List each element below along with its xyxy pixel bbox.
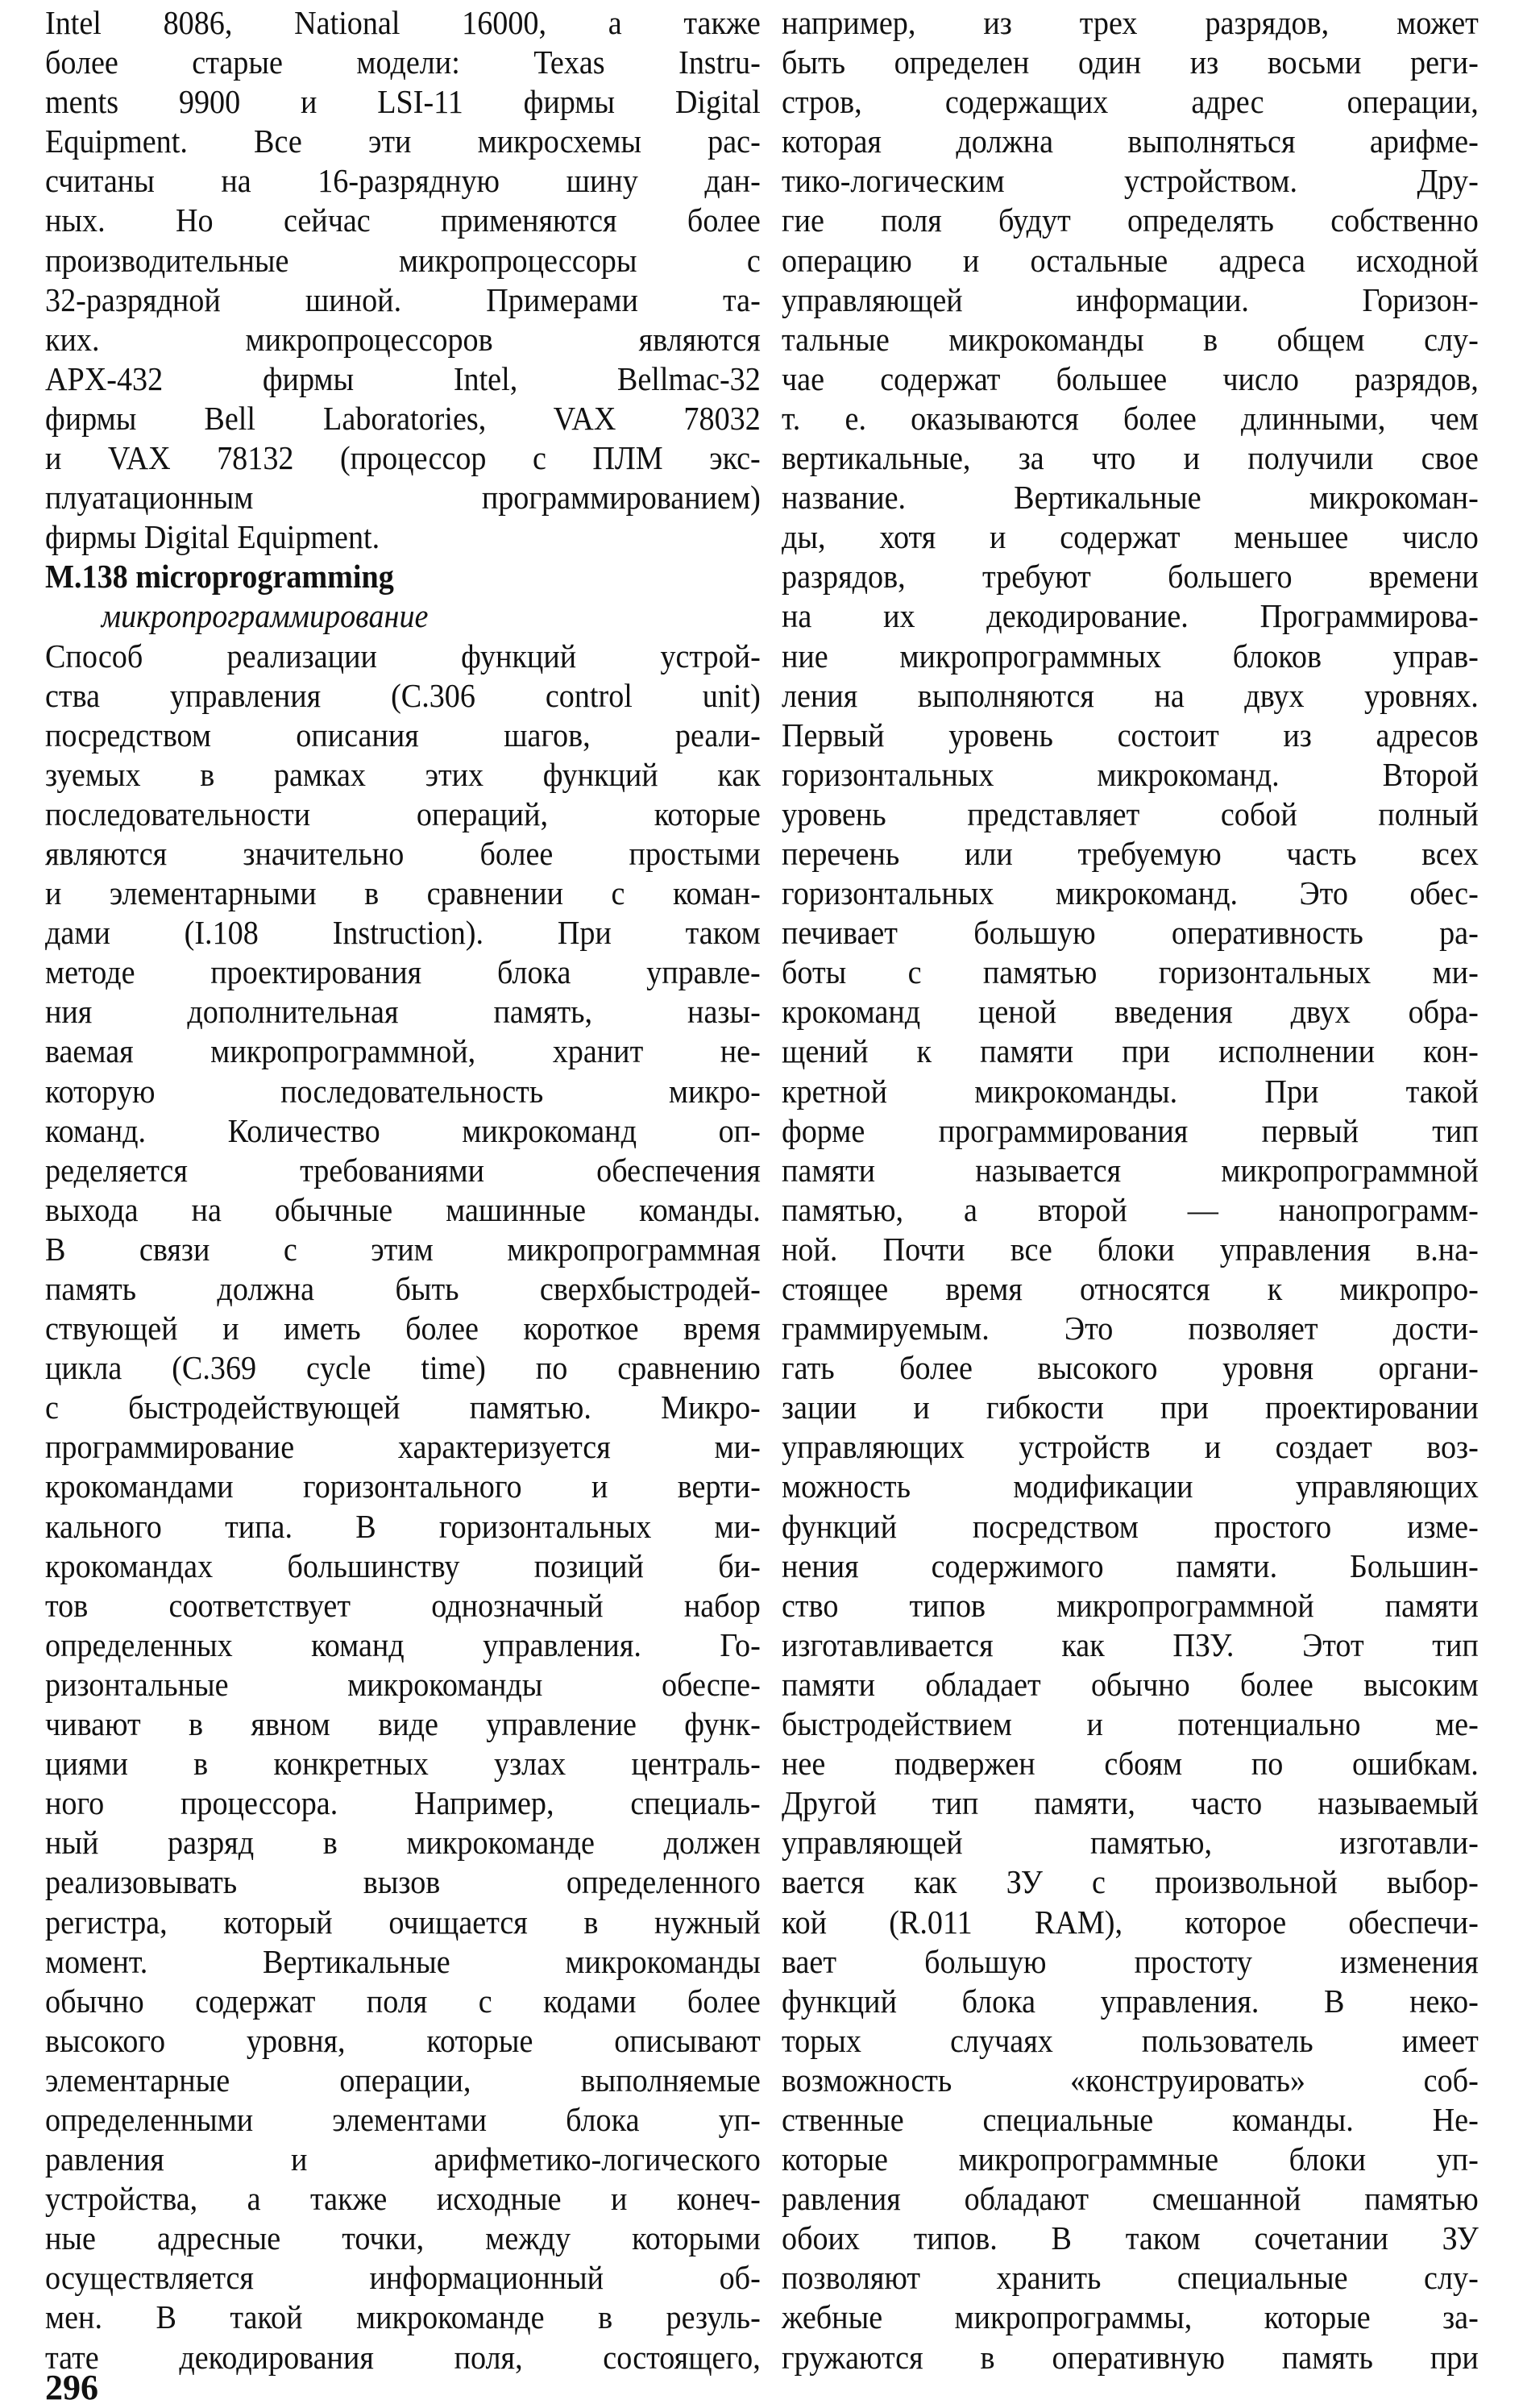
text-line: ределяется требованиями обеспечения xyxy=(45,1151,761,1189)
text-line: Equipment. Все эти микросхемы рас- xyxy=(45,122,761,160)
text-line: реализовывать вызов определенного xyxy=(45,1863,761,1901)
text-line: тико-логическим устройством. Дру- xyxy=(782,162,1479,200)
text-line: кой (R.011 RAM), которое обеспечи- xyxy=(782,1903,1479,1941)
text-line: зации и гибкости при проектировании xyxy=(782,1389,1479,1426)
text-line: гать более высокого уровня органи- xyxy=(782,1349,1479,1387)
text-line: которая должна выполняться арифме- xyxy=(782,122,1479,160)
text-line: момент. Вертикальные микрокоманды xyxy=(45,1942,761,1980)
text-line: обоих типов. В таком сочетании ЗУ xyxy=(782,2219,1479,2257)
text-line: крокоманд ценой введения двух обра- xyxy=(782,993,1479,1031)
text-line: форме программирования первый тип xyxy=(782,1111,1479,1149)
text-line: фирмы Digital Equipment. xyxy=(45,518,380,556)
text-line: гие поля будут определять собственно xyxy=(782,201,1479,239)
text-line: ственные специальные команды. Не- xyxy=(782,2100,1479,2138)
text-line: Способ реализации функций устрой- xyxy=(45,637,761,675)
text-line: равления обладают смешанной памятью xyxy=(782,2180,1479,2218)
text-line: программирование характеризуется ми- xyxy=(45,1428,761,1466)
text-line: методе проектирования блока управле- xyxy=(45,953,761,991)
text-line: определенных команд управления. Го- xyxy=(45,1625,761,1663)
text-line: крокомандах большинству позиций би- xyxy=(45,1547,761,1584)
text-line: В связи с этим микропрограммная xyxy=(45,1230,761,1268)
left-column xyxy=(45,3,761,2377)
text-line: высокого уровня, которые описывают xyxy=(45,2021,761,2059)
text-line: Первый уровень состоит из адресов xyxy=(782,716,1479,754)
text-line: тате декодирования поля, состоящего, xyxy=(45,2338,761,2376)
text-line: разрядов, требуют большего времени xyxy=(782,558,1479,596)
text-line: стров, содержащих адрес операции, xyxy=(782,83,1479,121)
text-line: ния дополнительная память, назы- xyxy=(45,993,761,1031)
text-line: определенными элементами блока уп- xyxy=(45,2100,761,2138)
text-line: память должна быть сверхбыстродей- xyxy=(45,1270,761,1307)
text-line: горизонтальных микрокоманд. Это обес- xyxy=(782,874,1479,912)
text-line: ствующей и иметь более короткое время xyxy=(45,1310,761,1347)
text-line: тов соответствует однозначный набор xyxy=(45,1586,761,1624)
text-line: команд. Количество микрокоманд оп- xyxy=(45,1111,761,1149)
text-line: дами (I.108 Instruction). При таком xyxy=(45,914,761,952)
text-line: Intel 8086, National 16000, а также xyxy=(45,4,761,41)
text-line: APX-432 фирмы Intel, Bellmac-32 xyxy=(45,359,761,397)
text-line: равления и арифметико-логического xyxy=(45,2140,761,2178)
text-line: ments 9900 и LSI-11 фирмы Digital xyxy=(45,83,761,121)
text-line: ды, хотя и содержат меньшее число xyxy=(782,518,1479,556)
text-line: выхода на обычные машинные команды. xyxy=(45,1190,761,1228)
text-line: циями в конкретных узлах централь- xyxy=(45,1745,761,1783)
text-line: жебные микропрограммы, которые за- xyxy=(782,2298,1479,2336)
text-line: ства управления (C.306 control unit) xyxy=(45,676,761,714)
text-line: являются значительно более простыми xyxy=(45,834,761,872)
text-line: управляющих устройств и создает воз- xyxy=(782,1428,1479,1466)
text-line: операцию и остальные адреса исходной xyxy=(782,241,1479,279)
text-line: памяти обладает обычно более высоким xyxy=(782,1665,1479,1703)
text-line: с быстродействующей памятью. Микро- xyxy=(45,1389,761,1426)
text-line: которую последовательность микро- xyxy=(45,1072,761,1110)
right-column xyxy=(782,3,1479,2377)
text-line: ления выполняются на двух уровнях. xyxy=(782,676,1479,714)
text-line: памяти называется микропрограммной xyxy=(782,1151,1479,1189)
text-line: вается как ЗУ с произвольной выбор- xyxy=(782,1863,1479,1901)
text-line: крокомандами горизонтального и верти- xyxy=(45,1468,761,1505)
text-line: посредством описания шагов, реали- xyxy=(45,716,761,754)
text-line: торых случаях пользователь имеет xyxy=(782,2021,1479,2059)
entry-heading: M.138 microprogramming xyxy=(45,558,394,596)
text-line: производительные микропроцессоры с xyxy=(45,241,761,279)
text-line: стоящее время относятся к микропро- xyxy=(782,1270,1479,1307)
text-line: горизонтальных микрокоманд. Второй xyxy=(782,755,1479,793)
text-line: последовательности операций, которые xyxy=(45,795,761,832)
text-line: кального типа. В горизонтальных ми- xyxy=(45,1507,761,1545)
text-line: название. Вертикальные микрокоман- xyxy=(782,479,1479,517)
text-line: регистра, который очищается в нужный xyxy=(45,1903,761,1941)
text-line: граммируемым. Это позволяет дости- xyxy=(782,1310,1479,1347)
text-line: зуемых в рамках этих функций как xyxy=(45,755,761,793)
text-line: цикла (C.369 cycle time) по сравнению xyxy=(45,1349,761,1387)
text-line: ной. Почти все блоки управления в.на- xyxy=(782,1230,1479,1268)
text-line: ный разряд в микрокоманде должен xyxy=(45,1824,761,1862)
entry-translation: микропрограммирование xyxy=(101,597,429,635)
text-line: устройства, а также исходные и конеч- xyxy=(45,2180,761,2218)
text-line: функций посредством простого изме- xyxy=(782,1507,1479,1545)
text-line: ство типов микропрограммной памяти xyxy=(782,1586,1479,1624)
text-line: быть определен один из восьми реги- xyxy=(782,44,1479,81)
text-line: вертикальные, за что и получили свое xyxy=(782,439,1479,477)
text-line: ного процессора. Например, специаль- xyxy=(45,1784,761,1822)
text-line: ные адресные точки, между которыми xyxy=(45,2219,761,2257)
text-line: щений к памяти при исполнении кон- xyxy=(782,1032,1479,1070)
text-line: функций блока управления. В неко- xyxy=(782,1982,1479,2020)
text-line: кретной микрокоманды. При такой xyxy=(782,1072,1479,1110)
text-line: нее подвержен сбоям по ошибкам. xyxy=(782,1745,1479,1783)
text-line: мен. В такой микрокоманде в резуль- xyxy=(45,2298,761,2336)
text-line: т. е. оказываются более длинными, чем xyxy=(782,399,1479,437)
text-line: которые микропрограммные блоки уп- xyxy=(782,2140,1479,2178)
text-line: на их декодирование. Программирова- xyxy=(782,597,1479,635)
text-line: быстродействием и потенциально ме- xyxy=(782,1705,1479,1743)
text-line: и элементарными в сравнении с коман- xyxy=(45,874,761,912)
text-line: чивают в явном виде управление функ- xyxy=(45,1705,761,1743)
text-line: обычно содержат поля с кодами более xyxy=(45,1982,761,2020)
text-line: ких. микропроцессоров являются xyxy=(45,320,761,358)
text-line: перечень или требуемую часть всех xyxy=(782,834,1479,872)
text-line: осуществляется информационный об- xyxy=(45,2259,761,2297)
text-line: чае содержат большее число разрядов, xyxy=(782,359,1479,397)
text-line: управляющей памятью, изготавли- xyxy=(782,1824,1479,1862)
text-line: возможность «конструировать» соб- xyxy=(782,2061,1479,2099)
text-line: изготавливается как ПЗУ. Этот тип xyxy=(782,1625,1479,1663)
text-line: боты с памятью горизонтальных ми- xyxy=(782,953,1479,991)
text-line: например, из трех разрядов, может xyxy=(782,4,1479,41)
text-line: печивает большую оперативность ра- xyxy=(782,914,1479,952)
text-line: фирмы Bell Laboratories, VAX 78032 xyxy=(45,399,761,437)
text-line: считаны на 16-разрядную шину дан- xyxy=(45,162,761,200)
text-line: ние микропрограммных блоков управ- xyxy=(782,637,1479,675)
text-line: памятью, а второй — нанопрограмм- xyxy=(782,1190,1479,1228)
text-line: и VAX 78132 (процессор с ПЛМ экс- xyxy=(45,439,761,477)
text-line: управляющей информации. Горизон- xyxy=(782,280,1479,318)
text-line: уровень представляет собой полный xyxy=(782,795,1479,832)
text-line: ризонтальные микрокоманды обеспе- xyxy=(45,1665,761,1703)
text-line: Другой тип памяти, часто называемый xyxy=(782,1784,1479,1822)
text-line: позволяют хранить специальные слу- xyxy=(782,2259,1479,2297)
text-line: 32-разрядной шиной. Примерами та- xyxy=(45,280,761,318)
text-line: тальные микрокоманды в общем слу- xyxy=(782,320,1479,358)
text-line: вает большую простоту изменения xyxy=(782,1942,1479,1980)
text-line: элементарные операции, выполняемые xyxy=(45,2061,761,2099)
text-line: ваемая микропрограммной, хранит не- xyxy=(45,1032,761,1070)
text-line: можность модификации управляющих xyxy=(782,1468,1479,1505)
text-line: ных. Но сейчас применяются более xyxy=(45,201,761,239)
page-number: 296 xyxy=(45,2368,98,2407)
text-line: нения содержимого памяти. Большин- xyxy=(782,1547,1479,1584)
text-line: плуатационным программированием) xyxy=(45,479,761,517)
text-line: гружаются в оперативную память при xyxy=(782,2338,1479,2376)
text-line: более старые модели: Texas Instru- xyxy=(45,44,761,81)
